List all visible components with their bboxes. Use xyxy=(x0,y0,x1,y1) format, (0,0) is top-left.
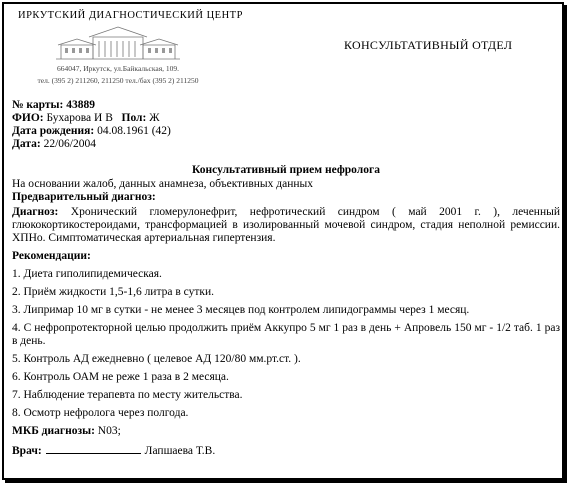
mkb-value: N03; xyxy=(97,425,121,437)
recommendation-item: 5. Контроль АД ежедневно ( целевое АД 120/80 мм.рт.ст. ). xyxy=(12,353,301,365)
diagnosis-block xyxy=(12,206,560,245)
birth-date-value: 04.08.1961 (42) xyxy=(97,125,171,137)
patient-name-row xyxy=(12,112,560,125)
signature-line xyxy=(46,453,141,454)
doctor-name: Лапшаева Т.В. xyxy=(144,445,216,457)
diagnosis-label: Диагноз: xyxy=(12,206,59,218)
recommendation-item: 1. Диета гиполипидемическая. xyxy=(12,268,162,280)
recommendation-item: 3. Липримар 10 мг в сутки - не менее 3 месяцев под контролем липидограммы через 1 месяц. xyxy=(12,304,470,316)
patient-name-label: ФИО: xyxy=(12,112,44,124)
department-title: КОНСУЛЬТАТИВНЫЙ ОТДЕЛ xyxy=(344,38,513,52)
birth-date-row xyxy=(12,125,560,138)
preliminary-diagnosis-label: Предварительный диагноз: xyxy=(12,191,156,203)
letterhead xyxy=(18,10,243,86)
org-address: 664047, Иркутск, ул.Байкальская, 109. xyxy=(56,64,180,73)
recommendation-item: 7. Наблюдение терапевта по месту жительства. xyxy=(12,389,243,401)
consultation-document xyxy=(2,2,564,480)
report-title: Консультативный прием нефролога xyxy=(192,164,380,176)
recommendation-item: 8. Осмотр нефролога через полгода. xyxy=(12,407,189,419)
recommendations-label: Рекомендации: xyxy=(12,250,91,262)
recommendation-item: 4. С нефропротекторной целью продолжить приём Аккупро 5 мг 1 раз в день + Апровель 150 мг - 1/2 таб. 1 раз в день. xyxy=(12,322,560,347)
building-logo xyxy=(53,24,183,62)
card-number-value: 43889 xyxy=(66,99,95,111)
org-phones: тел. (395 2) 211260, 211250 тел./бах (395 2) 211250 xyxy=(37,76,199,85)
mkb-row xyxy=(12,425,560,438)
recommendation-item: 6. Контроль ОАМ не реже 1 раза в 2 месяца. xyxy=(12,371,229,383)
visit-date-row xyxy=(12,138,560,151)
doctor-label: Врач: xyxy=(12,445,42,457)
document-body xyxy=(12,99,560,438)
card-number-label: № карты: xyxy=(12,99,64,111)
patient-name-value: Бухарова И В xyxy=(46,112,113,124)
diagnosis-text: Хронический гломерулонефрит, нефротический синдром ( май 2001 г. ), леченный глюкокортикостероидами, трансформацией в изолированный мочевой синдром, стадия неполной ремиссии. ХПНо. Симптоматическая артериальная гипертензия. xyxy=(12,206,560,244)
visit-date-label: Дата: xyxy=(12,138,41,150)
visit-date-value: 22/06/2004 xyxy=(43,138,96,150)
birth-date-label: Дата рождения: xyxy=(12,125,95,137)
patient-sex-value: Ж xyxy=(149,112,160,124)
patient-sex-label: Пол: xyxy=(121,112,147,124)
mkb-label: МКБ диагнозы: xyxy=(12,425,95,437)
org-name: ИРКУТСКИЙ ДИАГНОСТИЧЕСКИЙ ЦЕНТР xyxy=(18,10,243,21)
recommendation-item: 2. Приём жидкости 1,5-1,6 литра в сутки. xyxy=(12,286,215,298)
doctor-signature-row xyxy=(12,445,215,457)
basis-text: На основании жалоб, данных анамнеза, объективных данных xyxy=(12,178,313,190)
card-number-row xyxy=(12,99,560,112)
